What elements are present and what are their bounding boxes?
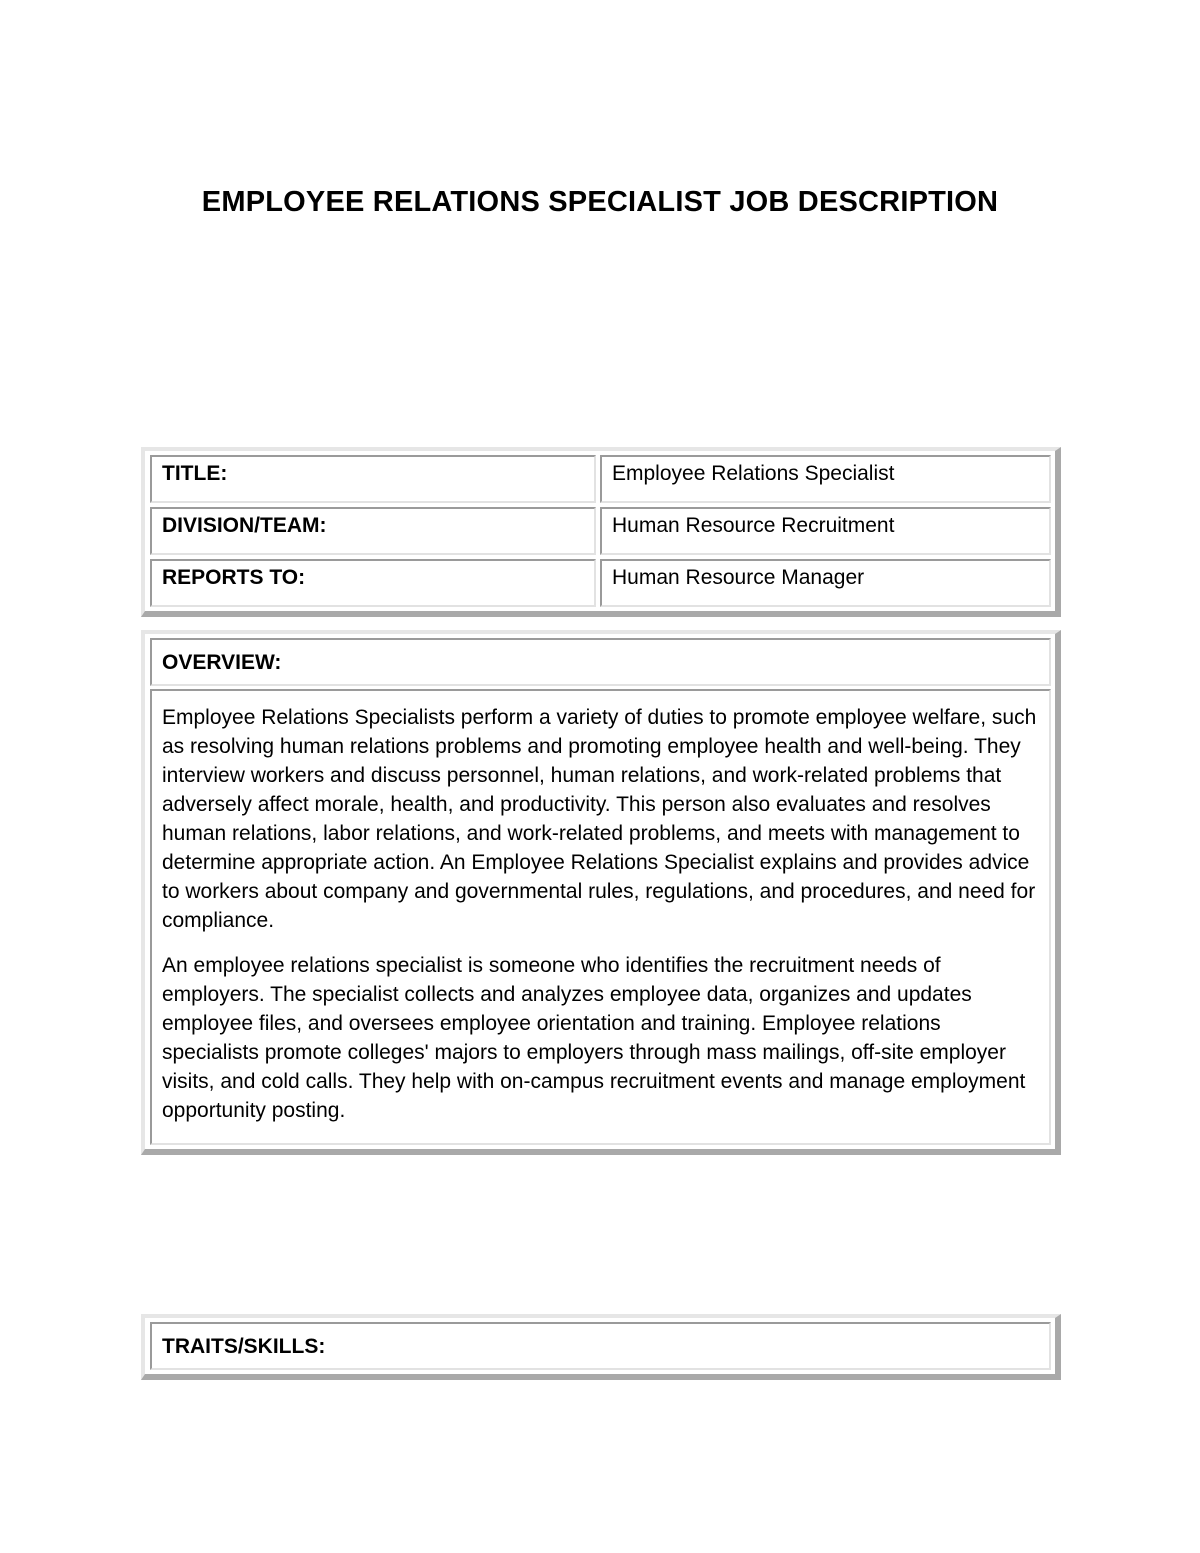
table-row	[150, 559, 1051, 607]
overview-heading: OVERVIEW:	[150, 638, 1051, 686]
division-label: DIVISION/TEAM:	[150, 507, 596, 555]
reports-to-value: Human Resource Manager	[600, 559, 1051, 607]
title-label: TITLE:	[150, 455, 596, 503]
reports-to-label: REPORTS TO:	[150, 559, 596, 607]
job-info-table	[141, 447, 1061, 617]
overview-paragraph-2: An employee relations specialist is someone who identifies the recruitment needs of employers. The specialist collects and analyzes employee data, organizes and updates employee files, and oversees employee orientation and training. Employee relations specialists promote colleges' majors to employers through mass mailings, off-site employer visits, and cold calls. They help with on-campus recruitment events and manage employment opportunity posting.	[162, 954, 1026, 1122]
overview-section	[141, 630, 1061, 1155]
page-title: EMPLOYEE RELATIONS SPECIALIST JOB DESCRIPTION	[201, 186, 999, 218]
overview-body	[150, 689, 1051, 1145]
traits-section	[141, 1314, 1061, 1380]
table-row	[150, 507, 1051, 555]
title-value: Employee Relations Specialist	[600, 455, 1051, 503]
traits-heading: TRAITS/SKILLS:	[150, 1322, 1051, 1370]
overview-paragraph-1: Employee Relations Specialists perform a variety of duties to promote employee welfare, such as resolving human relations problems and promoting employee health and well-being. They interview workers and discuss personnel, human relations, and work-related problems that adversely affect morale, health, and productivity. This person also evaluates and resolves human relations, labor relations, and work-related problems, and meets with management to determine appropriate action. An Employee Relations Specialist explains and provides advice to workers about company and governmental rules, regulations, and procedures, and need for compliance.	[162, 706, 1037, 932]
division-value: Human Resource Recruitment	[600, 507, 1051, 555]
table-row	[150, 455, 1051, 503]
